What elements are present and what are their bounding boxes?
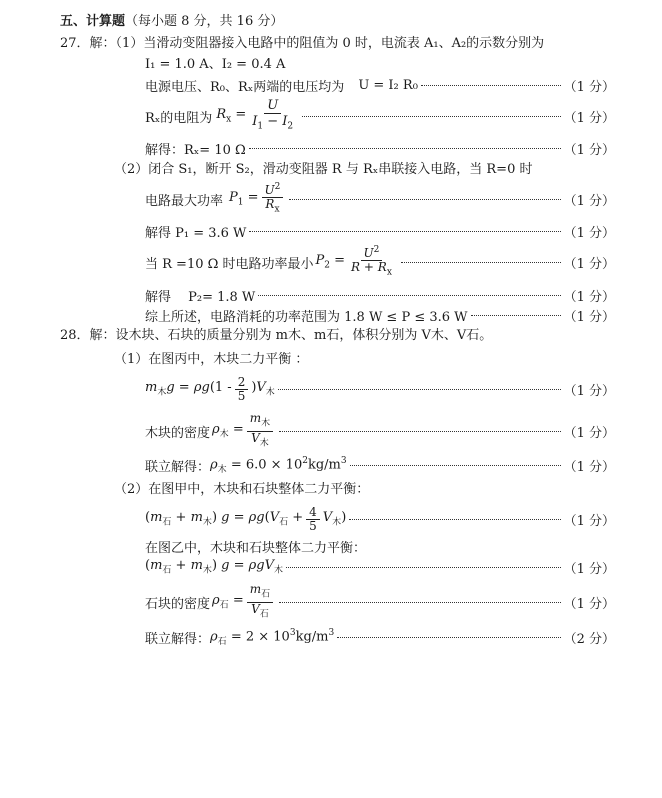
formula-fraction: $\frac{m_木}{V_木}$	[247, 412, 273, 450]
q27-step-pmin-text: 当 R =10 Ω 时电路功率最小	[145, 256, 314, 272]
formula-fraction: $\frac{U^2}{R_x}$	[262, 181, 284, 216]
q28-step-result-wood-text: 联立解得：	[145, 459, 211, 475]
q28-step-density-stone	[145, 583, 615, 621]
formula-result-stone: $\rho_石 = 2 \times 10^3kg/m^3$	[210, 627, 335, 647]
q27-step-rx	[145, 96, 615, 136]
q27-step-rx-text: Rₓ的电阻为	[145, 110, 213, 126]
q27-step-result-text: 解得：Rₓ= 10 Ω	[145, 142, 246, 158]
q28-step-balance-jia	[145, 500, 615, 538]
formula-balance-end: )$V_木$	[251, 380, 275, 398]
score-label: （2 分）	[563, 631, 615, 647]
q27-step-range	[145, 304, 615, 326]
formula-balance-jia: $(m_石 + m_木) g = \rho g(V_石$ +	[145, 510, 304, 528]
score-label: （1 分）	[563, 383, 615, 399]
q28-step-yi-text: 在图乙中，木块和石块整体二力平衡：	[145, 541, 367, 556]
score-label: （1 分）	[563, 596, 615, 612]
q27-step-p2-text: 解得 P₂= 1.8 W	[145, 289, 256, 305]
q27-number: 27．	[60, 36, 90, 51]
formula-fraction: $\frac{2}{5}$	[235, 376, 249, 403]
q28-step-density-wood	[145, 412, 615, 450]
q27-part2: （2）闭合 S₁，断开 S₂，滑动变阻器 R 与 Rₓ串联接入电路，当 R=0 时	[114, 162, 533, 177]
score-label: （1 分）	[563, 193, 615, 209]
q28-part2: （2）在图甲中，木块和石块整体二力平衡：	[114, 482, 370, 497]
section-heading	[60, 14, 283, 30]
q28-number: 28．	[60, 328, 90, 343]
q28-part1: （1）在图丙中，木块二力平衡 ：	[114, 352, 309, 367]
q27-step-pmin	[145, 243, 615, 281]
formula-balance: $m_木g = \rho g(1$ -	[145, 380, 232, 398]
q28-intro: 解：设木块、石块的质量分别为 m木、m石，体积分别为 V木、V石。	[89, 328, 493, 343]
q28-step-result-wood	[145, 454, 615, 476]
q27-step-voltage-text: 电源电压、R₀、Rₓ两端的电压均为	[145, 79, 345, 95]
q27-step-pmax-text: 电路最大功率	[145, 193, 224, 209]
score-label: （1 分）	[563, 142, 615, 158]
score-label: （1 分）	[563, 513, 615, 529]
score-label: （1 分）	[563, 79, 615, 95]
formula-fraction: $\frac{U^2}{R + R_x}$	[351, 245, 392, 278]
q27-step-pmax	[145, 180, 615, 218]
formula-rho-stone: $\rho_石$ =	[212, 593, 244, 611]
q27-intro: 解：（1）当滑动变阻器接入电路中的阻值为 0 时，电流表 A₁、A₂的示数分别为	[89, 36, 545, 51]
q27-step-p1-text: 解得 P₁ = 3.6 W	[145, 225, 247, 241]
score-label: （1 分）	[563, 256, 615, 272]
score-label: （1 分）	[563, 459, 615, 475]
score-label: （1 分）	[563, 561, 615, 577]
formula-result-wood: $\rho_木 = 6.0 \times 10^2kg/m^3$	[210, 455, 347, 475]
section-title: 五、计算题	[60, 14, 126, 29]
formula-p2: $P_2$ =	[315, 253, 346, 271]
q27-step-range-text: 综上所述，电路消耗的功率范围为 1.8 W ≤ P ≤ 3.6 W	[145, 309, 468, 325]
score-label: （1 分）	[563, 309, 615, 325]
formula-rho-wood: $\rho_木$ =	[212, 422, 244, 440]
formula-fraction: $\frac{U}{I_1 - I_2}$	[252, 97, 294, 132]
formula-balance-yi: $(m_石 + m_木) g = \rho gV_木$	[145, 558, 284, 576]
formula-fraction: $\frac{m_石}{V_石}$	[247, 583, 273, 621]
q28-step-density-stone-text: 石块的密度	[145, 596, 211, 612]
q28-step-balance-yi	[145, 556, 615, 578]
q28-intro-line	[60, 328, 492, 344]
formula-p1: $P_1$ =	[229, 190, 259, 208]
q28-step-balance	[145, 370, 615, 408]
q27-step-result	[145, 137, 615, 159]
section-note: （每小题 8 分，共 16 分）	[125, 14, 284, 29]
score-label: （1 分）	[563, 225, 615, 241]
q27-step-voltage-eq: U = I₂ R₀	[358, 77, 418, 93]
q28-step-result-stone-text: 联立解得：	[145, 631, 211, 647]
q27-step-p2	[145, 284, 615, 306]
q27-intro-line	[60, 36, 544, 52]
q27-step-p1	[145, 220, 615, 242]
q27-step-voltage	[145, 74, 615, 96]
score-label: （1 分）	[563, 425, 615, 441]
score-label: （1 分）	[563, 289, 615, 305]
score-label: （1 分）	[563, 110, 615, 126]
formula-balance-jia-end: $V_木$)	[322, 510, 347, 528]
q28-step-result-stone	[145, 626, 615, 648]
formula-rx: $R_x$ =	[216, 107, 247, 125]
q27-given: I₁ = 1.0 A、I₂ = 0.4 A	[145, 57, 286, 72]
q28-step-density-wood-text: 木块的密度	[145, 425, 211, 441]
formula-fraction: $\frac{4}{5}$	[306, 506, 320, 533]
